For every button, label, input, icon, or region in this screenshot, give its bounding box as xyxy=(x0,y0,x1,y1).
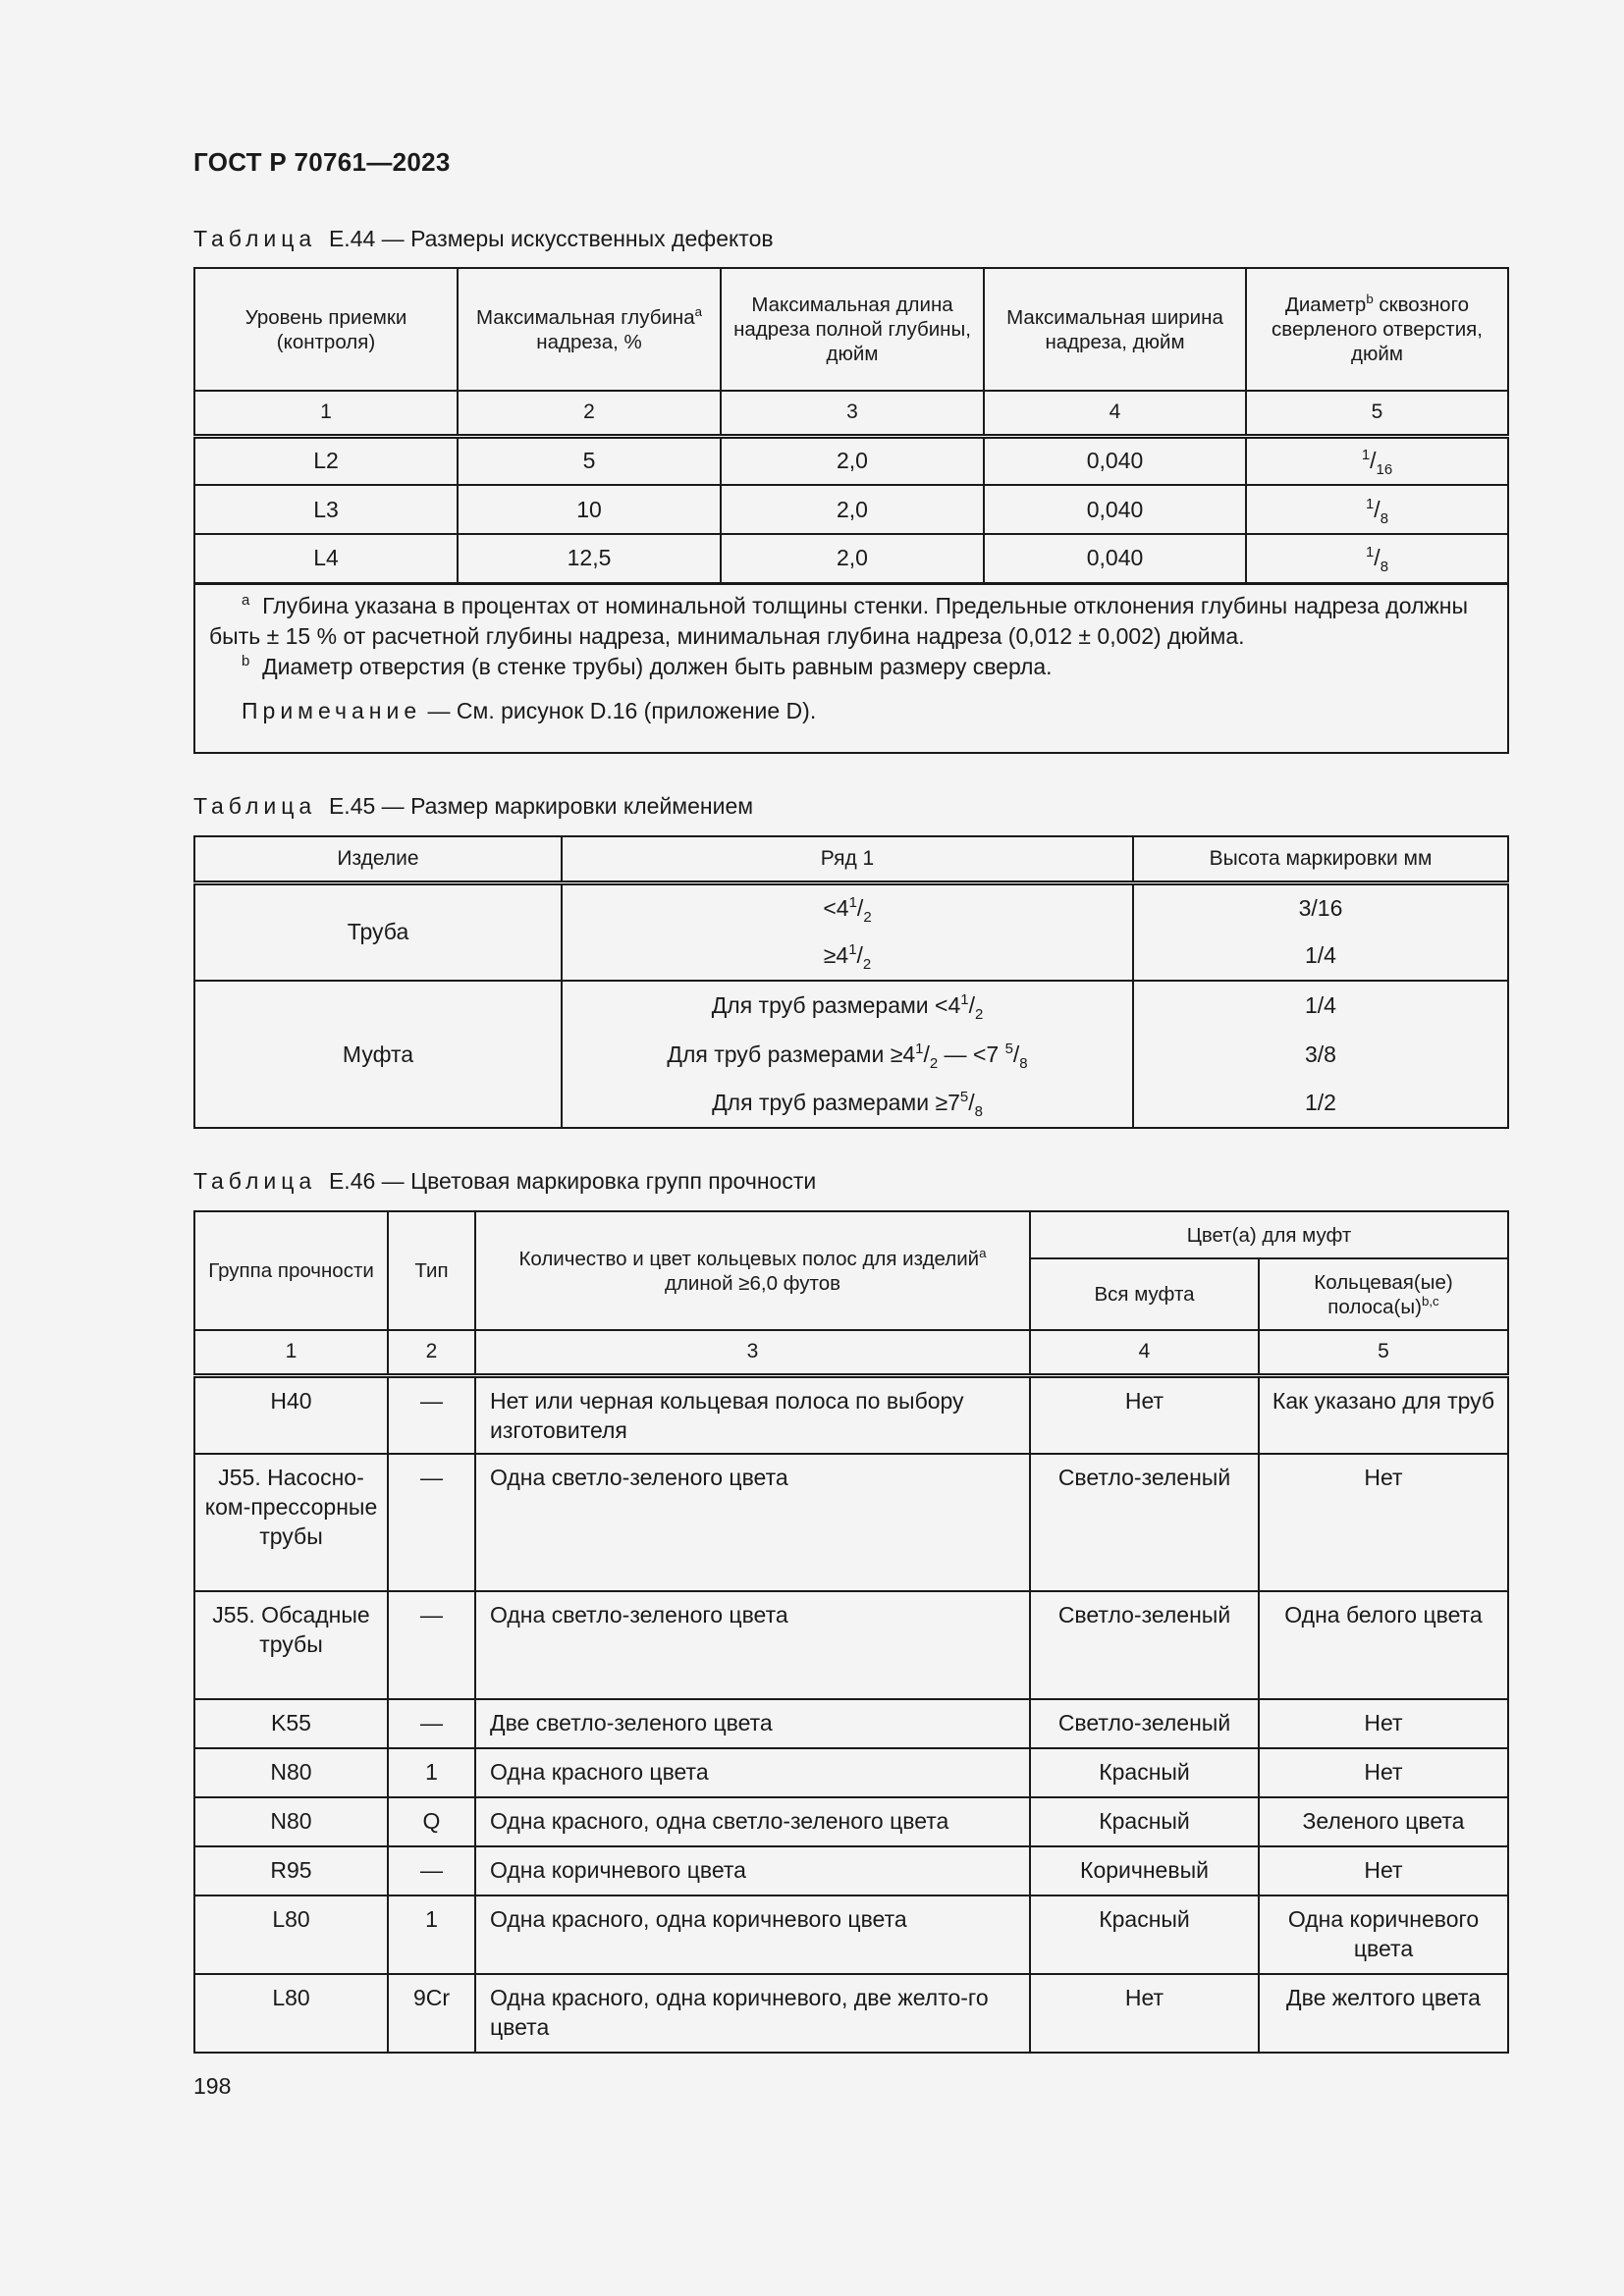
header-cell: Высота маркировки мм xyxy=(1133,836,1508,882)
document-header: ГОСТ Р 70761—2023 xyxy=(193,147,451,177)
header-cell: Количество и цвет кольцевых полос для изделий$^a$ длиной ≥6,0 футов xyxy=(475,1211,1030,1330)
table-row: N80 1 Одна красного цвета Красный Нет xyxy=(194,1748,1508,1797)
table-row: J55. Обсадные трубы — Одна светло-зеленого цвета Светло-зеленый Одна белого цвета xyxy=(194,1591,1508,1699)
table-row: L80 1 Одна красного, одна коричневого цвета Красный Одна коричневого цвета xyxy=(194,1896,1508,1974)
header-cell: Диаметр$^b$ сквозного сверленого отверстия, дюйм xyxy=(1246,268,1508,391)
caption-text: Е.46 — Цветовая маркировка групп прочности xyxy=(328,1168,817,1194)
fraction-cell: $^1/_8$ xyxy=(1246,534,1508,583)
header-cell: Ряд 1 xyxy=(562,836,1133,882)
table-row: Труба $<4^1/_2$ 3/16 xyxy=(194,882,1508,932)
header-cell: Изделие xyxy=(194,836,562,882)
table-45 xyxy=(193,835,1509,1129)
table-row: J55. Насосно-ком-прессорные трубы — Одна светло-зеленого цвета Светло-зеленый Нет xyxy=(194,1454,1508,1591)
table-note: Примечание — См. рисунок D.16 (приложение D). xyxy=(242,697,817,723)
page-number: 198 xyxy=(193,2073,232,2099)
table-46-caption xyxy=(193,1168,816,1195)
header-cell: Вся муфта xyxy=(1030,1258,1259,1330)
table-row: $\ge 4^1/_2$ 1/4 xyxy=(194,932,1508,981)
footnote-b: $^b$ Диаметр отверстия (в стенке трубы) должен быть равным размеру сверла. xyxy=(242,652,1053,679)
caption-prefix: Таблица xyxy=(193,1168,317,1194)
header-cell: Уровень приемки (контроля) xyxy=(194,268,458,391)
column-number-row: 1 2 3 4 5 xyxy=(194,1330,1508,1375)
table-row: R95 — Одна коричневого цвета Коричневый Нет xyxy=(194,1846,1508,1896)
header-cell: Кольцевая(ые) $полоса(ы)^{b,c}$ xyxy=(1259,1258,1508,1330)
table-44 xyxy=(193,267,1509,754)
header-cell: Максимальная глубина$^a$ надреза, % xyxy=(458,268,721,391)
table-44-caption xyxy=(193,226,774,252)
table-row: Для труб размерами $\ge 7^5/_8$ 1/2 xyxy=(194,1079,1508,1128)
table-45-caption xyxy=(193,793,753,820)
table-row: Для труб размерами $\ge 4^1/_2$ — <7 $^5/_8$ 3/8 xyxy=(194,1030,1508,1079)
header-cell: Цвет(а) для муфт xyxy=(1030,1211,1508,1258)
header-cell: Тип xyxy=(388,1211,475,1330)
table-row: L3 10 2,0 0,040 $^1/_8$ xyxy=(194,485,1508,534)
table-footnotes xyxy=(194,583,1508,753)
header-cell: Группа прочности xyxy=(194,1211,388,1330)
caption-text: Е.44 — Размеры искусственных дефектов xyxy=(328,226,774,251)
column-number-row: 1 2 3 4 5 xyxy=(194,391,1508,436)
table-row: L80 9Cr Одна красного, одна коричневого, две желто-го цвета Нет Две желтого цвета xyxy=(194,1974,1508,2053)
table-row: K55 — Две светло-зеленого цвета Светло-зеленый Нет xyxy=(194,1699,1508,1748)
table-row: Муфта Для труб размерами $<4^1/_2$ 1/4 xyxy=(194,981,1508,1030)
caption-text: Е.45 — Размер маркировки клеймением xyxy=(328,793,754,819)
header-cell: Максимальная ширина надреза, дюйм xyxy=(984,268,1246,391)
caption-prefix: Таблица xyxy=(193,793,317,819)
table-row: N80 Q Одна красного, одна светло-зеленого цвета Красный Зеленого цвета xyxy=(194,1797,1508,1846)
fraction-cell: $^1/_{16}$ xyxy=(1246,436,1508,485)
caption-prefix: Таблица xyxy=(193,226,317,251)
table-row: L4 12,5 2,0 0,040 $^1/_8$ xyxy=(194,534,1508,583)
header-cell: Максимальная длина надреза полной глубины, дюйм xyxy=(721,268,984,391)
fraction-cell: $^1/_8$ xyxy=(1246,485,1508,534)
footnote-a: $^a$ Глубина указана в процентах от номинальной толщины стенки. Предельные отклонения глубины надреза должны быть ± 15 % от расчетной глубины надреза, минимальная глубина надреза (0,012 ± 0,002) дюйма. xyxy=(209,591,1469,649)
table-row: L2 5 2,0 0,040 $^1/_{16}$ xyxy=(194,436,1508,485)
table-46 xyxy=(193,1210,1509,2054)
table-row: H40 — Нет или черная кольцевая полоса по выбору изготовителя Нет Как указано для труб xyxy=(194,1375,1508,1454)
